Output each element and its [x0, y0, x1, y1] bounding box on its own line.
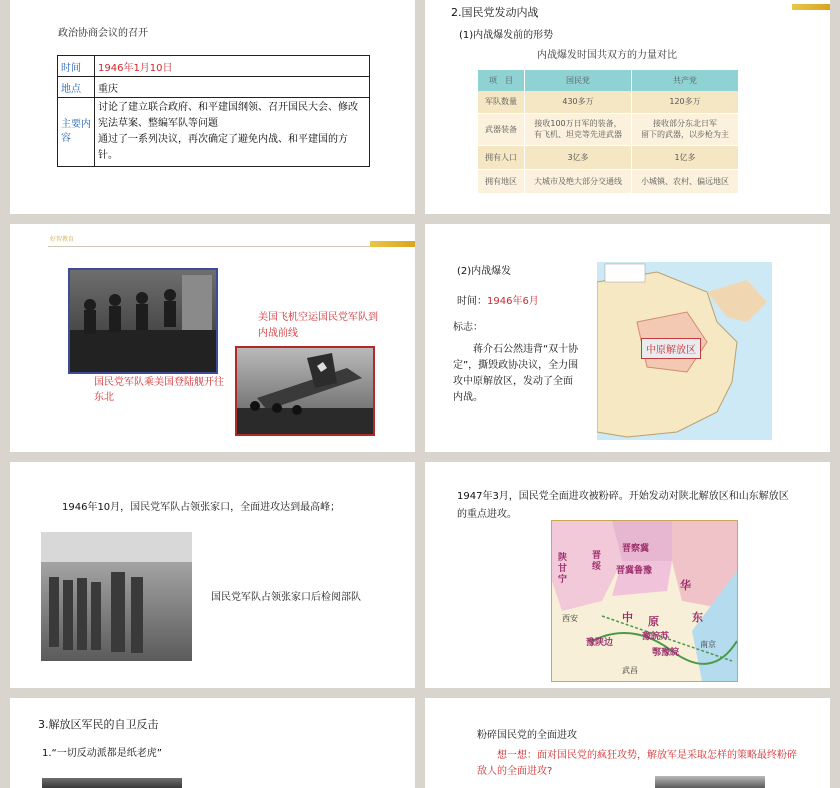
- thumbnail-photo: [655, 776, 765, 788]
- table-cell: 拥有地区: [478, 169, 525, 193]
- table-caption: 内战爆发时国共双方的力量对比: [537, 50, 677, 61]
- list-item: 1.“一切反动派都是纸老虎”: [42, 748, 162, 759]
- row-value: 1946年1月10日: [95, 56, 370, 77]
- table-row: [478, 113, 738, 145]
- header-cell: 国民党: [525, 70, 632, 91]
- table-row: [58, 77, 370, 98]
- soldiers-boarding-image: [70, 270, 216, 372]
- slide-1: [10, 0, 415, 214]
- body-text: 蒋介石公然违背“双十协定”，撕毁政协决议，全力围攻中原解放区，发动了全面内战。: [453, 344, 579, 403]
- row-label: 主要内容: [58, 98, 95, 167]
- table-cell: 武器装备: [478, 113, 525, 145]
- map-label: 南京: [700, 640, 716, 649]
- discussion-question: 想一想：面对国民党的疯狂攻势，解放军是采取怎样的策略最终粉碎敌人的全面进攻?: [477, 750, 797, 777]
- slide-8: [425, 698, 830, 788]
- plane-caption: 美国飞机空运国民党军队到内战前线: [258, 312, 378, 339]
- time-label: 时间：: [457, 296, 487, 307]
- slide-heading: 1947年3月，国民党全面进攻被粉碎。开始发动对陕北解放区和山东解放区的重点进攻。: [457, 491, 789, 520]
- table-row: [478, 145, 738, 169]
- slide-title: (2)内战爆发: [457, 266, 512, 277]
- region-label: 中原解放区: [641, 338, 701, 359]
- table-row: [478, 91, 738, 113]
- header-divider: [48, 246, 378, 247]
- table-row: [478, 169, 738, 193]
- photo-caption: 国民党军队占领张家口后检阅部队: [211, 592, 361, 603]
- map-label: 东: [692, 611, 703, 624]
- time-value: 1946年6月: [487, 296, 539, 307]
- slide-subtitle: (1)内战爆发前的形势: [459, 30, 554, 41]
- time-line: [457, 292, 539, 307]
- table-cell: 大城市及绝大部分交通线: [525, 169, 632, 193]
- slide-heading: 1946年10月，国民党军队占领张家口，全面进攻达到最高峰；: [62, 502, 341, 513]
- table-header-row: [478, 70, 738, 91]
- review-photo: [41, 532, 192, 661]
- slide-2: [425, 0, 830, 214]
- row-value: 重庆: [95, 77, 370, 98]
- slide-5: [10, 462, 415, 688]
- table-cell: 拥有人口: [478, 145, 525, 169]
- header-cell: 共产党: [673, 76, 698, 85]
- table-cell: 120多万: [669, 97, 701, 107]
- map-label: 武昌: [622, 666, 638, 675]
- map-label: 鄂豫皖: [652, 648, 680, 658]
- table-cell: 1亿多: [674, 152, 696, 162]
- row-value: 讨论了建立联合政府、和平建国纲领、召开国民大会、修改宪法草案、整编军队等问题 通过了一系列决议，再次确定了避免内战、和平建国的方针。: [95, 98, 370, 167]
- accent-bar: [370, 241, 415, 247]
- conference-table: [57, 55, 370, 167]
- row-label: 地点: [58, 77, 95, 98]
- row-label: 时间: [58, 56, 95, 77]
- slide-7: [10, 698, 415, 788]
- china-map: [597, 262, 772, 440]
- troops-review-image: [41, 532, 192, 661]
- table-cell: 接收部分东北日军 留下的武器，以步枪为主: [641, 119, 730, 139]
- map-label: 豫皖苏: [642, 632, 670, 642]
- table-row: [58, 56, 370, 77]
- table-cell: 小城镇、农村、偏远地区: [641, 176, 730, 186]
- brand-logo: 好智教育: [50, 236, 75, 243]
- slide-6: [425, 462, 830, 688]
- airplane-photo: [235, 346, 375, 436]
- map-label: 豫陕边: [586, 638, 614, 648]
- slide-title: 政治协商会议的召开: [58, 28, 148, 39]
- landing-ship-photo: [68, 268, 218, 374]
- table-cell: 接收100万日军的装备， 有飞机、坦克等先进武器: [525, 113, 632, 145]
- slide-title: 2.国民党发动内战: [451, 6, 539, 19]
- map-label: 晋察冀: [622, 544, 650, 554]
- header-cell: 项 目: [478, 70, 525, 91]
- sign-label: 标志：: [453, 322, 483, 333]
- airplane-soldiers-image: [237, 348, 373, 434]
- forces-table: [478, 70, 738, 193]
- table-cell: 军队数量: [478, 91, 525, 113]
- thumbnail-photo: [42, 778, 182, 788]
- accent-bar: [792, 4, 830, 10]
- map-label: 晋冀鲁豫: [616, 566, 653, 576]
- map-label: 中: [622, 611, 633, 624]
- map-label: 华: [680, 579, 691, 592]
- table-cell: 3亿多: [525, 145, 632, 169]
- campaign-map: [551, 520, 738, 682]
- slide-title: 3.解放区军民的自卫反击: [38, 718, 159, 731]
- map-label: 原: [648, 615, 659, 628]
- slide-title: 粉碎国民党的全面进攻: [477, 730, 577, 741]
- slide-3: [10, 224, 415, 452]
- map-label: 陕甘宁: [558, 553, 568, 585]
- ship-caption: 国民党军队乘美国登陆舰开往东北: [94, 377, 224, 403]
- table-row: [58, 98, 370, 167]
- map-label: 晋绥: [592, 551, 602, 572]
- table-cell: 430多万: [525, 91, 632, 113]
- map-label: 西安: [562, 614, 578, 623]
- slide-4: [425, 224, 830, 452]
